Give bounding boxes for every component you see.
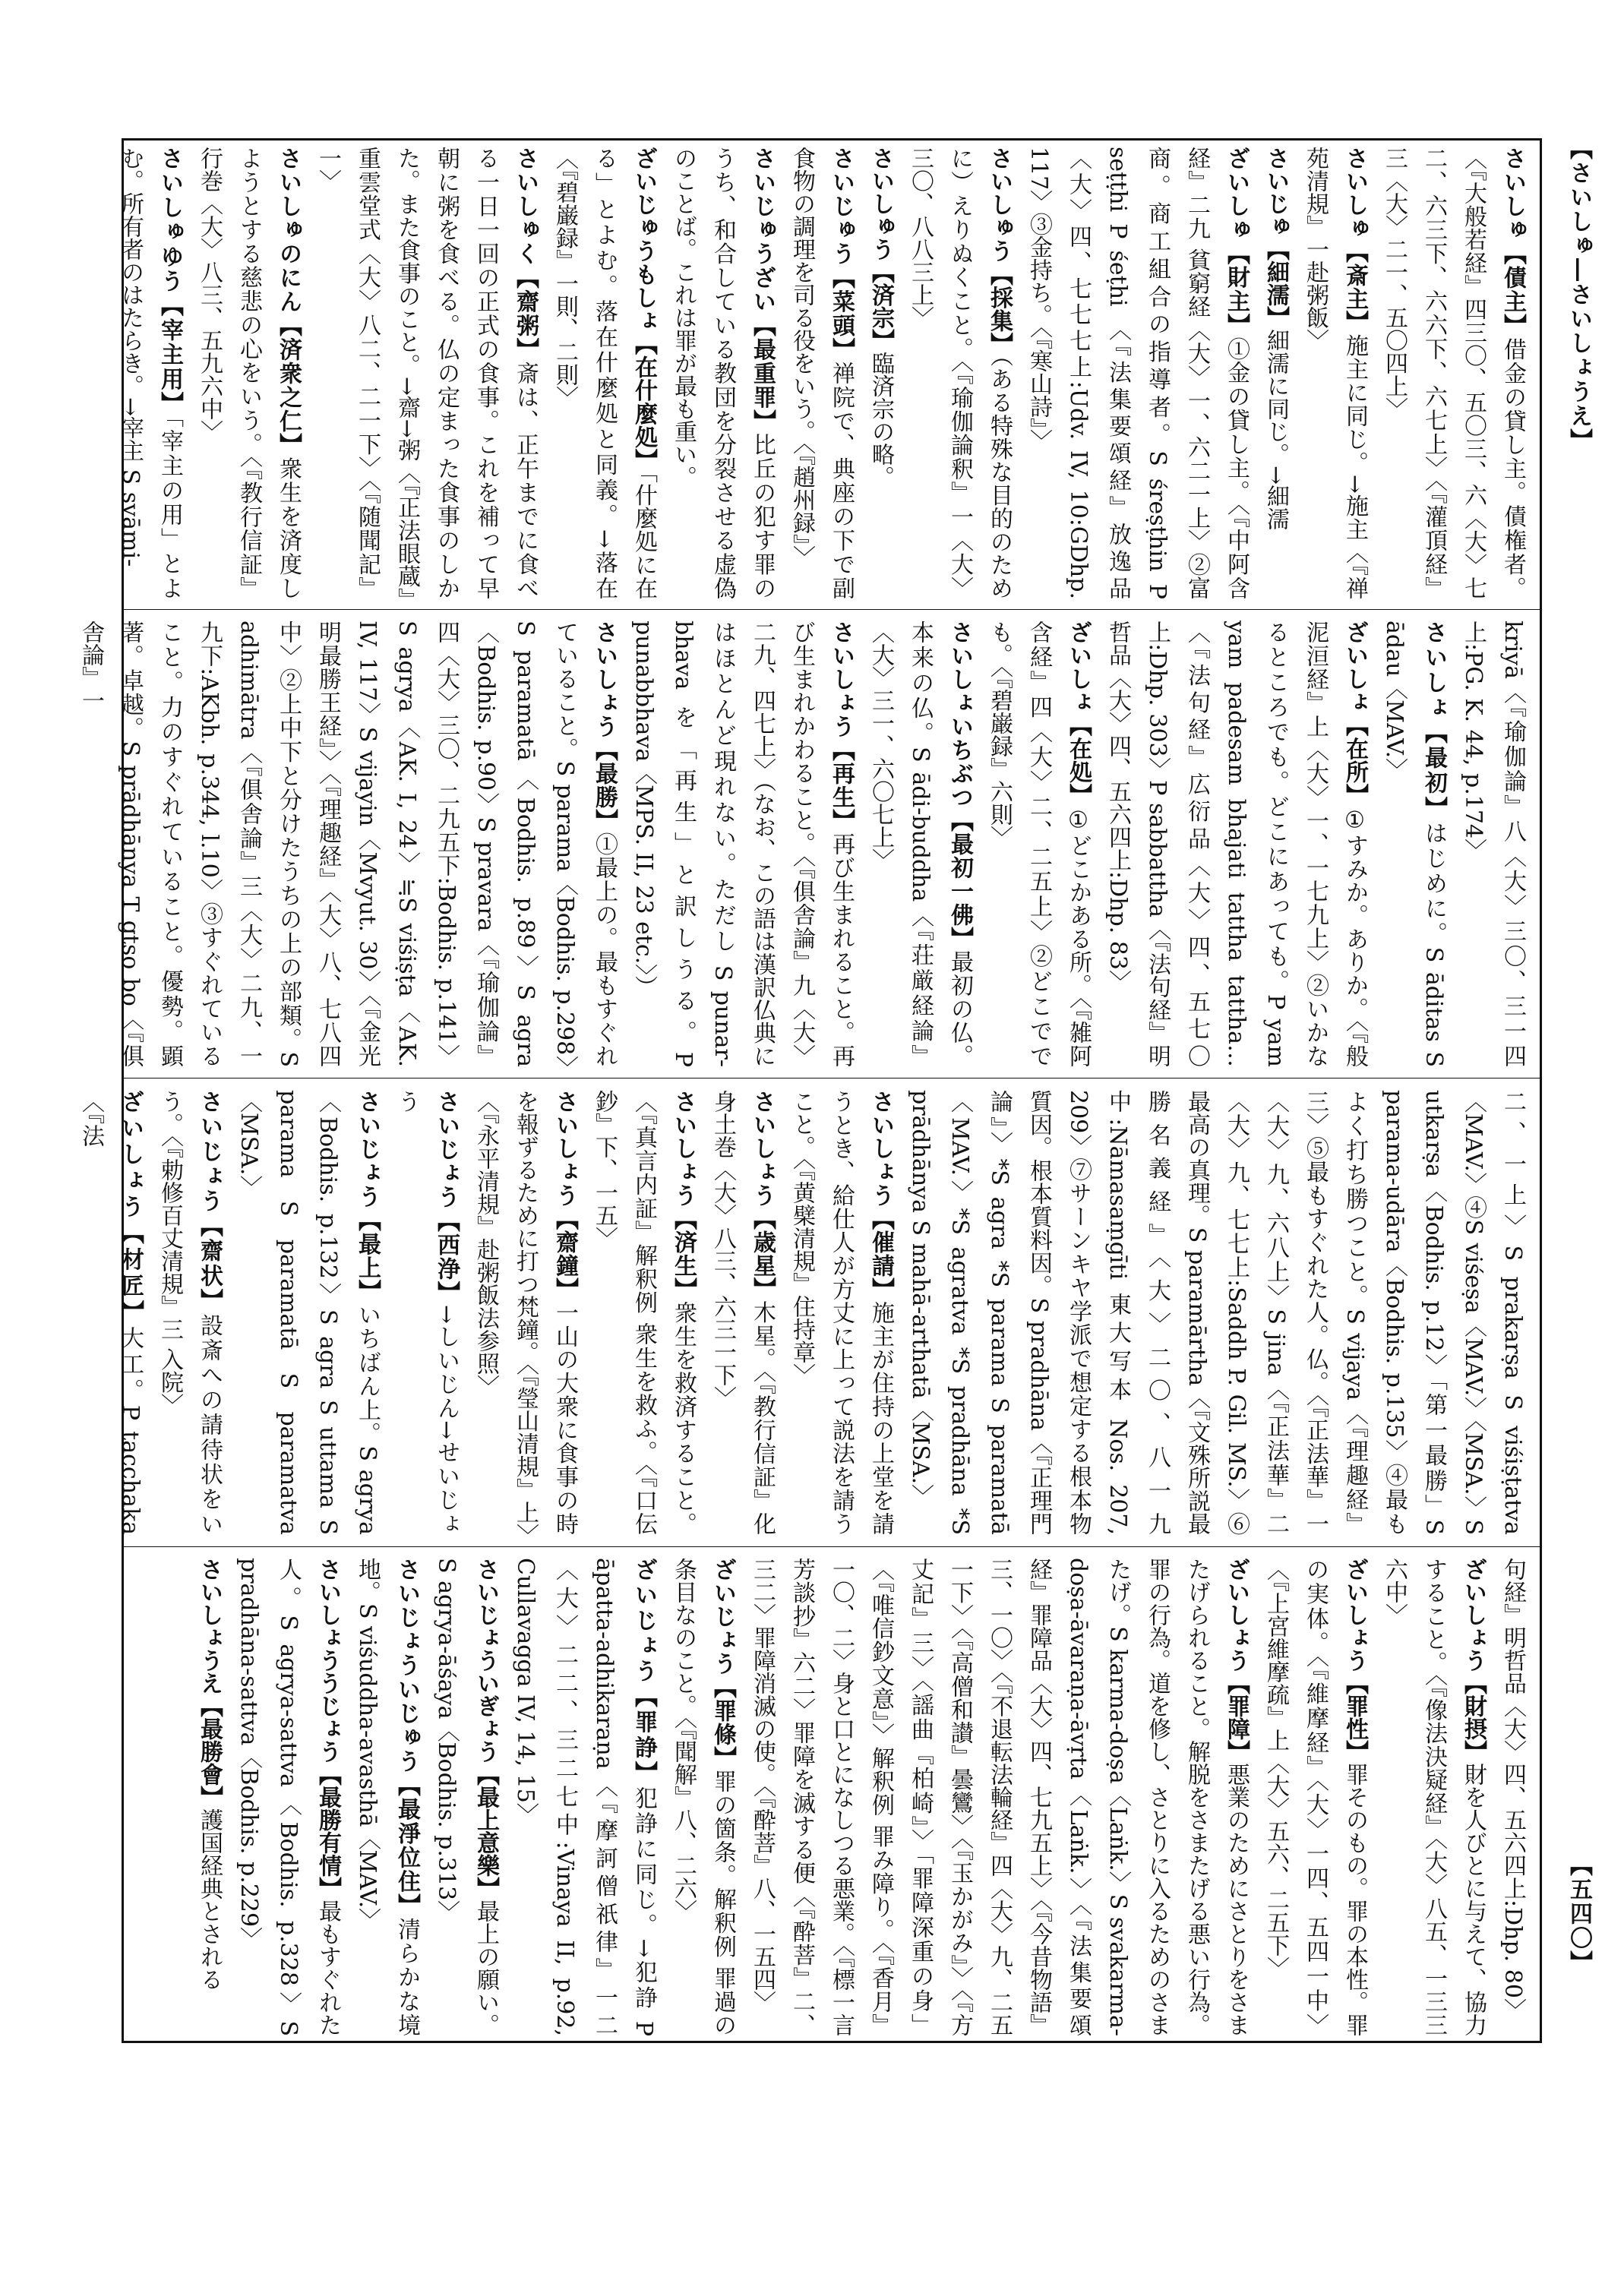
entry-definition: ①金の貸し主。〈『中阿含経』二九 貧窮経〈大〉一、六二一上〉②富商。商工組合の指導者。S śreṣṭhin P seṭṭhi P śeṭhi 〈『法集要頌経』放逸品〈大〉四、七七七上:Udv. IV, 10:GDhp. 117〉③金持ち。〈『寒山詩』〉 [1025, 147, 1250, 600]
entry-definition: 臨済宗の略。 [867, 352, 894, 488]
entry-headword: さいしょう【再生】 [828, 621, 855, 832]
entry-headword: さいじゅ【細濡】 [1262, 147, 1289, 329]
entry-definition: 最初の仏。本来の仏。S ādi-buddha〈『荘厳経論』〈大〉三一、六〇七上〉 [867, 621, 973, 1067]
entry-headword: さいしょう【済生】 [670, 1090, 697, 1301]
entry-headword: さいしょう【催請】 [867, 1090, 894, 1301]
entry-definition: 「什麼処に在る」とよむ。落在什麼処と同義。→落在〈『碧巌録』一則、二則〉 [551, 147, 657, 600]
entry-definition: 悪業のためにさとりをさまたげられること。解脱をさまたげる悪い行為。罪の行為。道を修し、さとりに入るためのさまたげ。S karma-doṣa〈Laṅk.〉S svakarma-doṣa-āvaraṇa-āvṛta〈Laṅk.〉〈『法集要頌経』罪障品〈大〉四、七九五上〉〈『今昔物語』三、一〇〉〈『不退転法輪経』四〈大〉九、二五一下〉〈『高僧和讃』曇鸞〉〈『玉かがみ』〉〈『方丈記』三〉〈謡曲『柏崎』〉「罪障深重の身」〈『唯信鈔文意』〉解釈例 罪み障り。〈『香月』一〇、二〉身と口とになしつる悪業。〈『標一言芳談抄』六二〉罪障を滅する便〈『酔菩』二、三二〉罪障消滅の使。〈『酔菩』八、一五四〉 [749, 1558, 1250, 2036]
entry-definition: 衆生を救済すること。〈『真言内証』解釈例 衆生を救ふ。〈『口伝鈔』下、一五〉 [591, 1090, 697, 1536]
text-band-1 [117, 147, 1532, 600]
entry-headword: さいしゅ【斎主】 [1341, 147, 1368, 334]
dictionary-entry [1374, 621, 1453, 1067]
entry-definition: 斎は、正午までに食べる一日一回の正式の食事。これを補って早朝に粥を食べる。仏の定まった食事のしかた。また食事のこと。→齋→粥〈『正法眼蔵』重雲堂式〈大〉八二、二一下〉〈『随聞記』一〉 [314, 147, 539, 599]
entry-headword: さいしゅう【採集】 [986, 147, 1013, 356]
entry-headword: ざいしょう【罪性】 [1341, 1558, 1368, 1763]
text-band-3 [77, 1090, 1532, 1536]
entry-headword: ざいしょ【在所】 [1341, 621, 1368, 807]
dictionary-entry [1374, 1558, 1493, 2036]
dictionary-entry [900, 1090, 1532, 1535]
entry-definition: →しいじん→せいじょう [393, 1090, 460, 1535]
dictionary-entry [1256, 147, 1295, 599]
entry-definition: 最もすぐれた人。S agrya-sattva〈Bodhis. p.328〉S pradhāna-sattva〈Bodhis. p.229〉 [235, 1558, 341, 2036]
entry-definition: 再び生まれること。再び生まれかわること。〈『俱舎論』九〈大〉二九、四七上〉（なお、この語は漢訳仏典にはほとんど現れない。ただし S punar-bhava を「再生」と訳しうる。P punabbhava〈MPS. II, 23 etc.〉） [630, 621, 855, 1068]
entry-definition: 財を人びとに与えて、協力すること。〈『像法決疑経』〈大〉八五、一三三六中〉 [1381, 1558, 1487, 2036]
entry-headword: ざいじょう【罪條】 [709, 1558, 736, 1770]
entry-headword: ざいしゅ【財主】 [1223, 147, 1250, 337]
entry-headword: ざいしょう【材匠】 [117, 1090, 144, 1327]
band-divider [124, 609, 1540, 610]
entry-headword: さいしょう【齋鐘】 [551, 1090, 578, 1301]
entry-definition: 「宰主の用」とよむ。所有者のはたらき。→宰主 S svāmi- [117, 147, 183, 600]
dictionary-entry [1295, 147, 1374, 599]
page-number: 【五四〇】 [1566, 1853, 1592, 1975]
entry-headword: さいしょ【最初】 [1420, 621, 1447, 822]
dictionary-entry [1453, 621, 1532, 1067]
dictionary-page-frame [77, 138, 1542, 2043]
dictionary-entry [663, 147, 782, 599]
dictionary-entry [466, 1090, 584, 1535]
dictionary-entry [979, 621, 1098, 1067]
dictionary-entry [584, 1090, 703, 1535]
dictionary-entry [189, 147, 308, 599]
entry-headword: さいしゅく【齋粥】 [512, 147, 539, 362]
dictionary-entry [900, 147, 1019, 599]
band-divider [124, 1546, 1540, 1547]
entry-headword: さいじょう【西浄】 [433, 1090, 460, 1305]
entry-definition: 大工。P tacchaka〈『法 [77, 1090, 144, 1536]
entry-headword: さいじょういじゅう【最淨位住】 [393, 1558, 420, 1918]
entry-definition: 設斎への請待状をいう。〈『勅修百丈清規』三 入院〉 [156, 1090, 223, 1536]
entry-definition: ①すみか。ありか。〈『般泥洹経』上〈大〉一、一七九上〉②いかなるところでも。どこにあっても。P yam yam padesam bhajati tattha tattha…〈『法句経』広衍品〈大〉四、五七〇上:Dhp. 303〉P sabbattha〈『法句経』明哲品〈大〉四、五六四上:Dhp. 83〉 [1104, 621, 1368, 1068]
dictionary-entry [150, 1090, 229, 1535]
entry-headword: さいしゅのにん【済衆之仁】 [275, 147, 302, 457]
entry-definition: 罪の箇条。解釈例 罪過の条目なのこと。〈『聞解』八、二六〉 [670, 1558, 736, 2037]
entry-definition: 借金の貸し主。債権者。〈『大般若経』四三〇、五〇三、六〈大〉七二、六三下、六六下、六七上〉〈『灌頂経』三〈大〉二一、五〇四上〉 [1381, 147, 1526, 600]
entry-headword: さいしゅ【債主】 [1499, 147, 1526, 338]
dictionary-entry [110, 147, 189, 599]
entry-definition: 句経』明哲品〈大〉四、五六四上:Dhp. 80〉 [1499, 1558, 1526, 2021]
dictionary-entry [861, 621, 979, 1067]
entry-headword: ざいしょ【在処】 [1065, 621, 1092, 807]
entry-definition: 細濡に同じ。→細濡 [1262, 329, 1289, 531]
entry-definition: 犯諍に同じ。→犯諍 P āpatta-adhikaraṇa〈『摩訶僧祇律』一二〈大〉二二、三二七中:Vinaya II, p.92, Cullavagga IV, 14, 15〉 [512, 1558, 657, 2037]
dictionary-entry [1098, 621, 1374, 1067]
entry-definition: 施主に同じ。→施主〈『禅苑清規』一赴粥飯〉 [1302, 147, 1368, 600]
entry-headword: ざいじょう【罪諍】 [630, 1558, 657, 1786]
dictionary-entry [189, 1558, 229, 2036]
entry-definition: 清らかな境地。S viśuddha-avasthā〈MAV.〉 [354, 1558, 420, 2037]
entry-headword: さいしょう【最勝】 [591, 621, 618, 832]
entry-headword: さいじょう【最上】 [354, 1090, 381, 1304]
dictionary-entry [861, 147, 900, 599]
text-band-2 [77, 621, 1532, 1068]
entry-headword: さいしょうえ【最勝會】 [196, 1558, 223, 1808]
entry-definition: ①最上の。最もすぐれていること。S parama〈Bodhis. p.298〉S paramatā〈Bodhis. p.89〉S agra〈Bodhis. p.90〉S pravara〈『瑜伽論』四〈大〉三〇、二九五下:Bodhis. p.141〉S agrya〈AK. I, 24〉≒S viśiṣṭa〈AK. IV, 117〉S vijayin〈Mvyut. 30〉〈『金光明最勝王経』〉〈『理趣経』〈大〉八、七八四中〉②上中下と分けたうちの上の部類。S adhimātra〈『俱舎論』三〈大〉二九、一九下:AKbh. p.344, l.10〉③すぐれていること。力のすぐれていること。優勢。顕著。卓越。S prādhānya T gtso bo〈『俱舎論』一 [77, 621, 618, 1067]
dictionary-entry [308, 147, 545, 599]
entry-definition: 罪そのもの。罪の本性。罪の実体。〈『維摩経』〈大〉一四、五四一中〉〈『上宮維摩疏』上〈大〉五六、二五下〉 [1262, 1558, 1368, 2036]
dictionary-entry [71, 1090, 150, 1535]
entry-headword: さいじょう【齋状】 [196, 1090, 223, 1314]
entry-headword: さいしょう【歳星】 [749, 1090, 776, 1301]
entry-headword: ざいじゅうもしょ【在什麼処】 [630, 147, 657, 472]
dictionary-entry [1493, 1558, 1532, 2036]
dictionary-entry [347, 1558, 426, 2036]
dictionary-entry [663, 1558, 742, 2036]
entry-headword: さいしょううじょう【最勝有情】 [314, 1558, 341, 1900]
dictionary-entry [229, 1090, 387, 1535]
entry-definition: 比丘の犯す罪のうち、和合している教団を分裂させる虚偽のことば。これは罪が最も重い。 [670, 147, 776, 600]
dictionary-entry [1256, 1558, 1374, 2036]
entry-definition: 禅院で、典座の下で副食物の調理を司る役をいう。〈『趙州録』〉 [788, 147, 855, 599]
entry-definition: （ある特殊な目的のために）えりぬくこと。〈『瑜伽論釈』一〈大〉三〇、八八三上〉 [907, 147, 1013, 600]
entry-headword: さいしゅう【済宗】 [867, 147, 894, 352]
dictionary-entry [229, 1558, 347, 2036]
dictionary-entry [505, 1558, 663, 2036]
entry-definition: はじめに。S āditas S ādau〈MAV.〉 [1381, 621, 1447, 1068]
dictionary-entry [782, 1090, 900, 1535]
dictionary-entry [387, 1090, 466, 1535]
entry-headword: さいしゅゆう【宰主用】 [156, 147, 183, 417]
entry-headword: ざいしょう【罪障】 [1223, 1558, 1250, 1763]
entry-definition: 最上の願い。S agrya-āśaya〈Bodhis. p.313〉 [433, 1558, 499, 2036]
entry-definition: 衆生を済度しようとする慈悲の心をいう。〈『教行信証』行巻〈大〉八三、五九六中〉 [196, 147, 302, 600]
entry-definition: kriyā〈『瑜伽論』八〈大〉三〇、三一四上:PG. K. 44, p.174〉 [1460, 621, 1526, 1067]
entry-definition: 木星。〈『教行信証』化身土巻〈大〉八三、六三一下〉 [709, 1090, 776, 1536]
entry-headword: さいじゅうざい【最重罪】 [749, 147, 776, 434]
dictionary-entry [1374, 147, 1532, 599]
dictionary-entry [624, 621, 861, 1067]
entry-definition: 護国経典とされる [196, 1808, 223, 1991]
dictionary-entry [742, 1558, 1256, 2036]
entry-definition: 二、一上〉S prakarṣa S viśiṣṭatva〈MAV.〉④S viśeṣa〈MAV.〉〈MSA.〉S utkarṣa〈Bodhis. p.12〉「第一最勝」S parama-udāra〈Bodhis. p.135〉④最もよく打ち勝つこと。S vijaya〈『理趣経』三〉⑤最もすぐれた人。仏。〈『正法華』一〈大〉九、六八上〉S jina〈『正法華』二〈大〉九、七七上:Saddh P. Gil. MS.〉⑥最高の真理。S paramārtha〈『文殊所説最勝名義経』〈大〉二〇、八一九中:Nāmasaṃgīti 東大写本 Nos. 207, 209〉⑦サーンキヤ学派で想定する根本物質因。根本質料因。S pradhāna〈『正理門論』〉*S agra *S parama S paramatā〈MAV.〉*S agratva *S pradhāna *S prādhānya S mahā-arthatā〈MSA.〉 [907, 1090, 1526, 1535]
entry-definition: ①どこかある所。〈『雑阿含経』四〈大〉二、二五上〉②どこででも。〈『碧巌録』六則〉 [986, 621, 1092, 1068]
dictionary-entry [782, 147, 861, 599]
text-band-4 [131, 1558, 1532, 2036]
entry-definition: 一山の大衆に食事の時を報ずるために打つ梵鐘。〈『瑩山清規』上〉〈『永平清規』赴粥飯法参照〉 [472, 1090, 578, 1536]
dictionary-entry [703, 1090, 782, 1535]
dictionary-entry [71, 621, 624, 1067]
entry-definition: 施主が住持の上堂を請うとき、給仕人が方丈に上って説法を請うこと。〈『黄檗清規』住持章〉 [788, 1090, 894, 1536]
entry-headword: さいしょいちぶつ【最初一佛】 [946, 621, 973, 950]
entry-definition: いちばん上。S agrya〈Bodhis. p.132〉S agra S uttama S parama S paramatā S paramatva〈MSA.〉 [235, 1090, 381, 1536]
dictionary-entry [426, 1558, 505, 2036]
dictionary-entry [1019, 147, 1256, 599]
entry-headword: ざいしょう【財摂】 [1460, 1558, 1487, 1763]
running-head: 【さいしゅ―さいしょうえ】 [1566, 137, 1592, 453]
dictionary-entry [545, 147, 663, 599]
entry-headword: さいじょういぎょう【最上意樂】 [472, 1558, 499, 1900]
entry-headword: さいじゅう【菜頭】 [828, 147, 855, 362]
